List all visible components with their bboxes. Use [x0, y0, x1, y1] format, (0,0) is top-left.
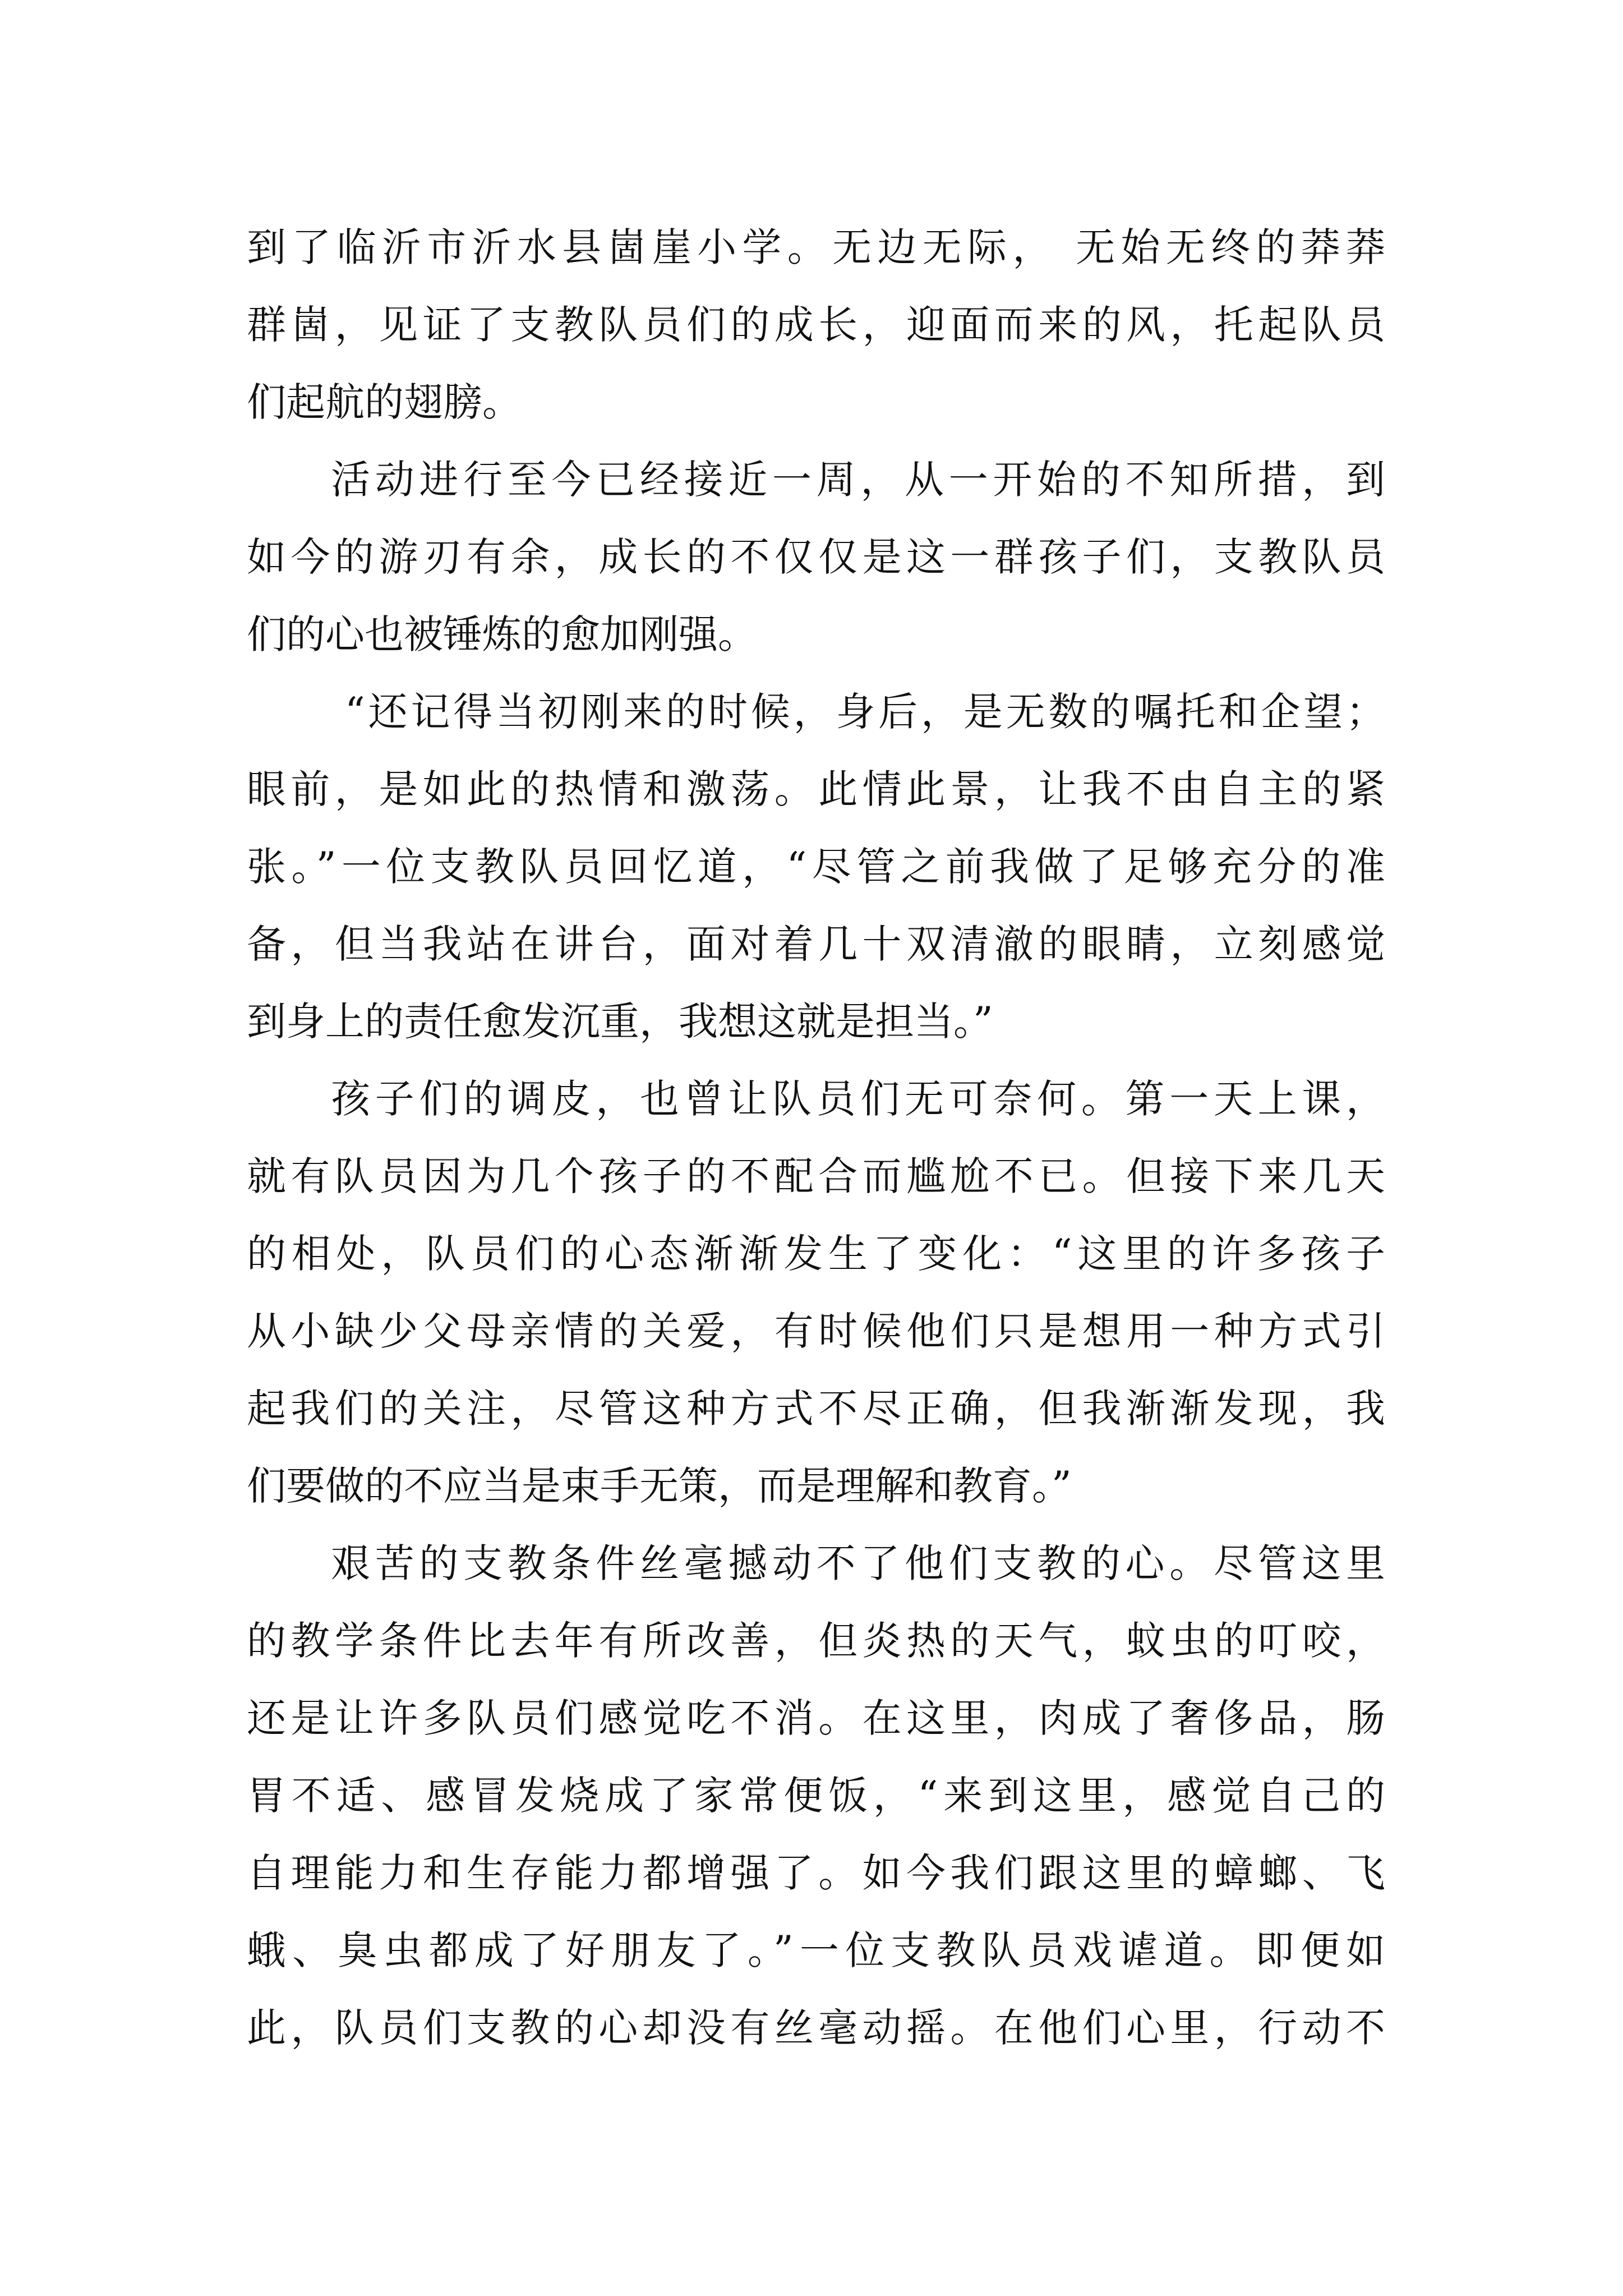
text-line: 的相处，队员们的心态渐渐发生了变化：“这里的许多孩子: [247, 1231, 1385, 1277]
text-line: 艰苦的支教条件丝毫撼动不了他们支教的心。尽管这里: [331, 1540, 1385, 1586]
text-line: 活动进行至今已经接近一周，从一开始的不知所措，到: [331, 457, 1385, 503]
text-line: 张。”一位支教队员回忆道，“尽管之前我做了足够充分的准: [247, 844, 1385, 890]
text-line: 如今的游刃有余，成长的不仅仅是这一群孩子们，支教队员: [247, 534, 1385, 580]
text-line: 们起航的翅膀。: [247, 379, 522, 425]
paragraph: [247, 209, 1385, 441]
text-line: 群崮，见证了支教队员们的成长，迎面而来的风，托起队员: [247, 302, 1385, 348]
text-line: 蛾、臭虫都成了好朋友了。”一位支教队员戏谑道。即便如: [247, 1927, 1385, 1973]
text-line: 到了临沂市沂水县崮崖小学。无边无际， 无始无终的莽莽: [247, 224, 1385, 270]
text-line: 自理能力和生存能力都增强了。如今我们跟这里的蟑螂、飞: [247, 1850, 1385, 1896]
text-line: 起我们的关注，尽管这种方式不尽正确，但我渐渐发现，我: [247, 1386, 1385, 1432]
text-line: 们的心也被锤炼的愈加刚强。: [247, 611, 757, 657]
text-line: 们要做的不应当是束手无策，而是理解和教育。”: [247, 1463, 1072, 1509]
paragraph: [247, 673, 1385, 1060]
text-line: 从小缺少父母亲情的关爱，有时候他们只是想用一种方式引: [247, 1308, 1385, 1354]
paragraph: [247, 441, 1385, 673]
paragraph: [247, 1525, 1385, 2067]
paragraph: [247, 1060, 1385, 1525]
text-line: 此，队员们支教的心却没有丝毫动摇。在他们心里，行动不: [247, 2005, 1385, 2051]
text-line: 还是让许多队员们感觉吃不消。在这里，肉成了奢侈品，肠: [247, 1695, 1385, 1741]
body-text: [247, 209, 1385, 2067]
text-line: 胃不适、感冒发烧成了家常便饭，“来到这里，感觉自己的: [247, 1773, 1385, 1819]
text-line: “还记得当初刚来的时候，身后，是无数的嘱托和企望；: [345, 689, 1385, 735]
text-line: 备，但当我站在讲台，面对着几十双清澈的眼睛，立刻感觉: [247, 921, 1385, 967]
text-line: 就有队员因为几个孩子的不配合而尴尬不已。但接下来几天: [247, 1153, 1385, 1199]
text-line: 到身上的责任愈发沉重，我想这就是担当。”: [247, 999, 993, 1045]
text-line: 孩子们的调皮，也曾让队员们无可奈何。第一天上课，: [331, 1076, 1385, 1122]
text-line: 的教学条件比去年有所改善，但炎热的天气，蚊虫的叮咬，: [247, 1618, 1385, 1664]
text-line: 眼前，是如此的热情和激荡。此情此景，让我不由自主的紧: [247, 766, 1385, 812]
